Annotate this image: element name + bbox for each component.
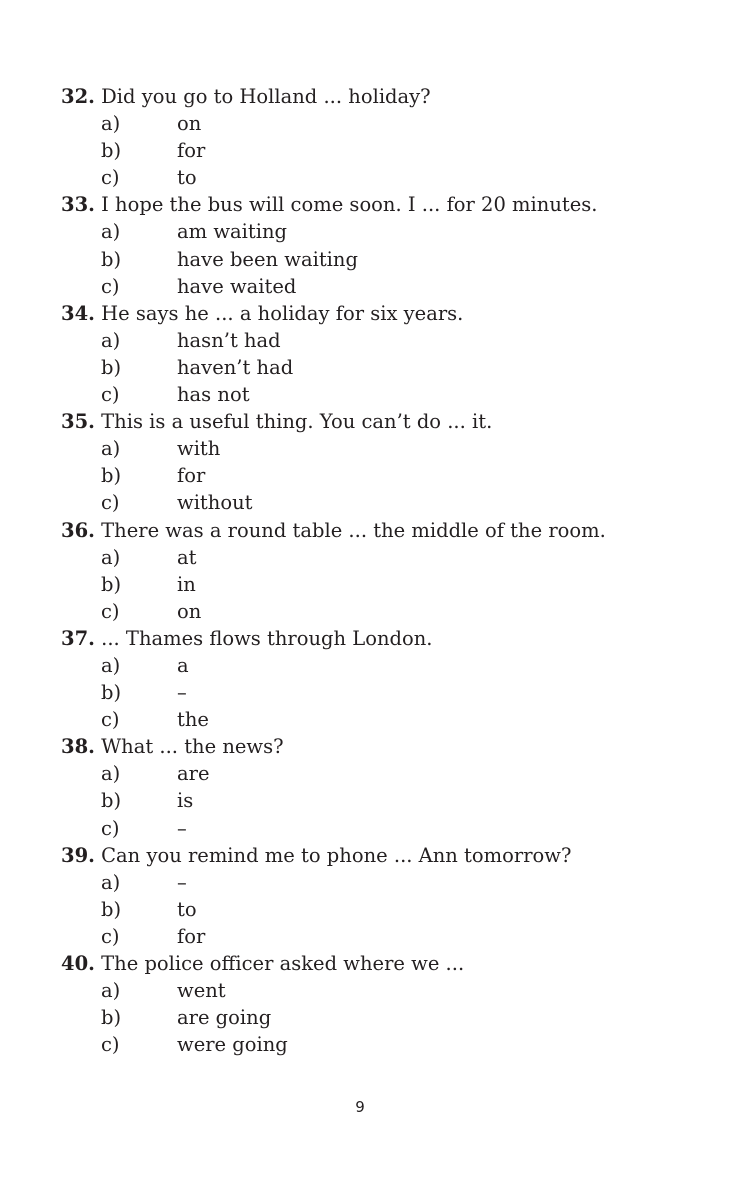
option-text: with	[177, 437, 221, 461]
answer-option	[61, 110, 721, 137]
question-4	[61, 408, 721, 516]
option-letter: c)	[101, 383, 120, 407]
question-number: 35.	[61, 410, 95, 434]
option-letter: b)	[101, 139, 122, 163]
question-text: He says he ... a holiday for six years.	[101, 301, 464, 325]
question-line	[61, 191, 721, 218]
option-letter: b)	[101, 1006, 122, 1030]
option-text: at	[177, 545, 197, 569]
question-9	[61, 950, 721, 1058]
answer-option	[61, 760, 721, 787]
answer-option	[61, 787, 721, 814]
answer-option	[61, 706, 721, 733]
option-text: have waited	[177, 274, 297, 298]
question-number: 40.	[61, 952, 95, 975]
question-text: I hope the bus will come soon. I ... for 20 minutes.	[101, 193, 598, 217]
option-text: on	[177, 599, 202, 623]
question-7	[61, 733, 721, 841]
question-text: ... Thames flows through London.	[101, 626, 433, 650]
answer-option	[61, 1004, 721, 1031]
option-letter: c)	[101, 816, 120, 840]
option-letter: c)	[101, 1033, 120, 1057]
option-text: to	[177, 166, 197, 190]
answer-option	[61, 679, 721, 706]
option-text: for	[177, 139, 206, 163]
option-letter: a)	[101, 112, 121, 136]
option-text: for	[177, 464, 206, 488]
option-text: are	[177, 762, 210, 786]
answer-option	[61, 896, 721, 923]
answer-option	[61, 977, 721, 1004]
option-letter: b)	[101, 789, 122, 813]
option-text: the	[177, 708, 209, 732]
option-text: to	[177, 897, 197, 921]
option-text: went	[177, 979, 226, 1003]
option-letter: b)	[101, 572, 122, 596]
page-number: 9	[355, 1098, 365, 1116]
option-text: are going	[177, 1006, 272, 1030]
question-line	[61, 408, 721, 435]
question-number: 38.	[61, 735, 95, 759]
option-letter: a)	[101, 653, 121, 677]
option-letter: b)	[101, 355, 122, 379]
question-2	[61, 191, 721, 299]
option-text: –	[177, 870, 187, 894]
option-letter: c)	[101, 599, 120, 623]
option-text: –	[177, 681, 187, 705]
answer-option	[61, 246, 721, 273]
question-line	[61, 83, 721, 110]
option-letter: c)	[101, 708, 120, 732]
answer-option	[61, 381, 721, 408]
option-text: have been waiting	[177, 247, 358, 271]
option-letter: b)	[101, 464, 122, 488]
question-line	[61, 625, 721, 652]
option-text: hasn’t had	[177, 328, 281, 352]
option-letter: a)	[101, 979, 121, 1003]
option-letter: a)	[101, 762, 121, 786]
question-text: What ... the news?	[101, 735, 284, 759]
answer-option	[61, 435, 721, 462]
answer-option	[61, 137, 721, 164]
question-text: The police officer asked where we ...	[101, 952, 465, 975]
question-text: Did you go to Holland ... holiday?	[101, 85, 431, 108]
answer-option	[61, 1031, 721, 1058]
question-line	[61, 842, 721, 869]
question-1	[61, 83, 721, 191]
option-text: is	[177, 789, 194, 813]
answer-option	[61, 462, 721, 489]
question-number: 32.	[61, 85, 95, 108]
option-text: on	[177, 112, 202, 136]
answer-option	[61, 354, 721, 381]
question-number: 37.	[61, 626, 95, 650]
answer-option	[61, 869, 721, 896]
option-letter: a)	[101, 437, 121, 461]
question-line	[61, 517, 721, 544]
answer-option	[61, 273, 721, 300]
question-8	[61, 842, 721, 950]
answer-option	[61, 598, 721, 625]
option-letter: a)	[101, 328, 121, 352]
answer-option	[61, 489, 721, 516]
question-text: Can you remind me to phone ... Ann tomorrow?	[101, 843, 572, 867]
option-letter: a)	[101, 220, 121, 244]
option-letter: c)	[101, 166, 120, 190]
answer-option	[61, 571, 721, 598]
question-line	[61, 733, 721, 760]
answer-option	[61, 327, 721, 354]
question-list	[61, 83, 721, 1058]
option-text: without	[177, 491, 253, 515]
answer-option	[61, 544, 721, 571]
answer-option	[61, 218, 721, 245]
option-letter: c)	[101, 924, 120, 948]
answer-option	[61, 164, 721, 191]
question-text: This is a useful thing. You can’t do ... it.	[101, 410, 493, 434]
answer-option	[61, 923, 721, 950]
option-letter: b)	[101, 681, 122, 705]
option-text: –	[177, 816, 187, 840]
option-text: am waiting	[177, 220, 287, 244]
option-letter: c)	[101, 491, 120, 515]
answer-option	[61, 652, 721, 679]
option-text: for	[177, 924, 206, 948]
option-text: a	[177, 653, 189, 677]
question-3	[61, 300, 721, 408]
option-letter: b)	[101, 247, 122, 271]
question-number: 36.	[61, 518, 95, 542]
option-letter: b)	[101, 897, 122, 921]
option-text: has not	[177, 383, 250, 407]
question-5	[61, 517, 721, 625]
answer-option	[61, 815, 721, 842]
option-letter: c)	[101, 274, 120, 298]
question-number: 33.	[61, 193, 95, 217]
question-line	[61, 950, 721, 977]
option-text: were going	[177, 1033, 288, 1057]
question-number: 39.	[61, 843, 95, 867]
option-letter: a)	[101, 545, 121, 569]
option-text: haven’t had	[177, 355, 294, 379]
question-line	[61, 300, 721, 327]
question-text: There was a round table ... the middle of the room.	[101, 518, 606, 542]
question-6	[61, 625, 721, 733]
option-letter: a)	[101, 870, 121, 894]
option-text: in	[177, 572, 196, 596]
question-number: 34.	[61, 301, 95, 325]
